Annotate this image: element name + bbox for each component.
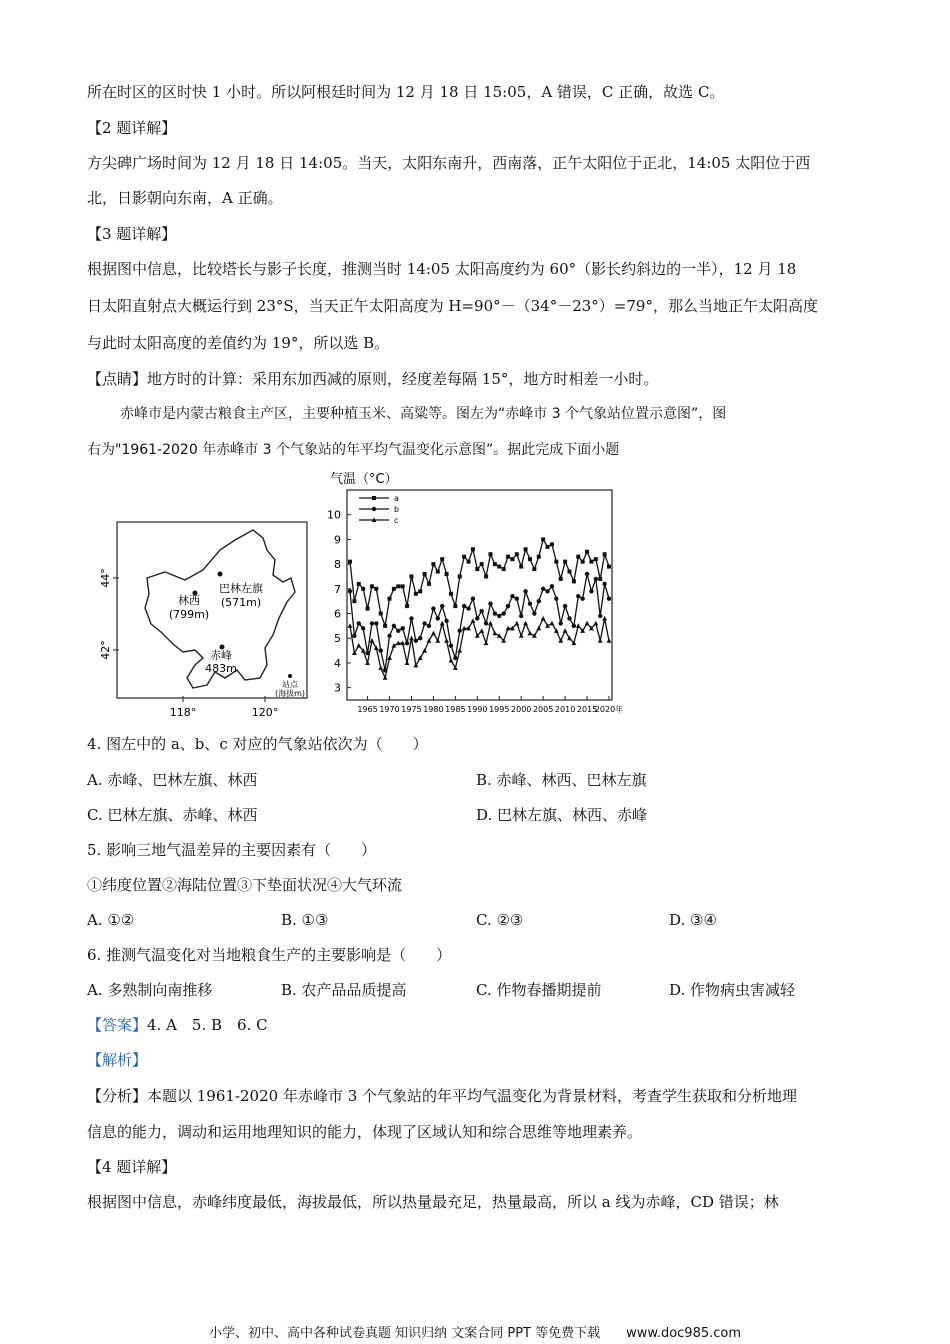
data-point-a [506, 555, 510, 559]
data-point-a [409, 574, 413, 578]
data-point-c [440, 621, 445, 626]
data-point-b [449, 643, 453, 647]
data-point-b [519, 614, 523, 618]
section-heading: 【3 题详解】 [87, 225, 177, 243]
data-point-b [550, 584, 554, 588]
q6-option-b[interactable]: B. 农产品品质提高 [281, 981, 407, 999]
data-point-a [357, 582, 361, 586]
data-point-c [492, 631, 497, 636]
q4-option-b[interactable]: B. 赤峰、林西、巴林左旗 [476, 771, 647, 789]
data-point-b [506, 604, 510, 608]
data-point-a [467, 560, 471, 564]
data-point-a [572, 579, 576, 583]
station-map [95, 520, 310, 720]
data-point-b [422, 621, 426, 625]
data-point-b [392, 624, 396, 628]
data-point-b [576, 594, 580, 598]
data-point-c [405, 660, 410, 665]
tip-line: 【点睛】地方时的计算：采用东加西减的原则，经度差每隔 15°，地方时相差一小时。 [87, 370, 659, 388]
data-point-a [475, 567, 479, 571]
text-line: 与此时太阳高度的差值约为 19°，所以选 B。 [87, 334, 390, 352]
station-elev-balinzuoqi: (571m) [220, 596, 262, 609]
question-6-stem: 6. 推测气温变化对当地粮食生产的主要影响是（ ） [87, 946, 452, 964]
data-point-a [567, 570, 571, 574]
data-point-b [493, 611, 497, 615]
q6-option-d[interactable]: D. 作物病虫害减轻 [669, 981, 796, 999]
data-point-b [532, 611, 536, 615]
data-point-b [436, 616, 440, 620]
data-point-a [423, 572, 427, 576]
data-point-a [471, 547, 475, 551]
data-point-c [348, 623, 353, 628]
data-point-a [366, 607, 370, 611]
data-point-b [352, 634, 356, 638]
data-point-a [581, 560, 585, 564]
data-point-a [559, 577, 563, 581]
data-point-c [550, 621, 555, 626]
data-point-b [348, 589, 352, 593]
y-tick-label: 8 [334, 558, 341, 572]
data-point-a [532, 567, 536, 571]
data-point-a [427, 582, 431, 586]
data-point-c [471, 618, 476, 623]
footer: 小学、初中、高中各种试卷真题 知识归纳 文案合同 PPT 等免费下载 www.doc985.com [208, 1326, 742, 1341]
data-point-c [356, 643, 361, 648]
data-point-c [563, 628, 568, 633]
data-point-c [422, 648, 427, 653]
data-point-b [414, 639, 418, 643]
data-point-a [396, 584, 400, 588]
data-point-c [523, 621, 528, 626]
data-point-b [409, 616, 413, 620]
y-tick-label: 4 [334, 656, 341, 670]
station-dot-balinzuoqi [218, 572, 223, 577]
data-point-a [493, 562, 497, 566]
data-point-a [414, 592, 418, 596]
x-tick-label: 2020年 [594, 705, 624, 714]
data-point-a [374, 587, 378, 591]
data-point-a [458, 574, 462, 578]
data-point-c [457, 648, 462, 653]
text-line: 北，日影朝向东南，A 正确。 [87, 189, 283, 207]
x-tick-label: 2005 [532, 705, 554, 714]
x-tick-label: 1970 [379, 705, 400, 714]
series-line-c [350, 618, 609, 677]
data-point-a [383, 624, 387, 628]
data-point-c [444, 638, 449, 643]
data-point-a [519, 565, 523, 569]
data-point-c [378, 665, 383, 670]
y-tick-label: 3 [334, 681, 341, 695]
section-heading: 【2 题详解】 [87, 119, 177, 137]
question-4-stem: 4. 图左中的 a、b、c 对应的气象站依次为（ ） [87, 735, 428, 753]
data-point-a [589, 560, 593, 564]
text-line: 日太阳直射点大概运行到 23°S，当天正午太阳高度为 H=90°－（34°－23°）=79°，那么当地正午太阳高度 [87, 297, 818, 315]
legend-marker-a [372, 496, 376, 500]
data-point-c [598, 638, 603, 643]
data-point-c [387, 655, 392, 660]
x-tick-label: 2010 [554, 705, 576, 714]
q6-option-c[interactable]: C. 作物春播期提前 [476, 981, 602, 999]
data-point-b [488, 601, 492, 605]
answer-text: 4. A 5. B 6. C [147, 1016, 268, 1034]
data-point-c [484, 641, 489, 646]
data-point-c [576, 623, 581, 628]
data-point-b [537, 599, 541, 603]
data-point-a [401, 584, 405, 588]
legend-dot [288, 674, 292, 678]
question-5-items: ①纬度位置②海陆位置③下垫面状况④大气环流 [87, 876, 403, 894]
series-line-b [350, 574, 609, 670]
text-line: 所在时区的区时快 1 小时。所以阿根廷时间为 12 月 18 日 15:05，A 错误，C 正确，故选 C。 [87, 83, 725, 101]
data-point-a [550, 542, 554, 546]
data-point-a [537, 555, 541, 559]
analysis-label: 【解析】 [87, 1051, 148, 1069]
data-point-c [479, 628, 484, 633]
x-tick-label: 1990 [467, 705, 488, 714]
data-point-b [589, 589, 593, 593]
data-point-c [528, 631, 533, 636]
data-point-b [405, 641, 409, 645]
data-point-c [431, 631, 436, 636]
data-point-b [510, 594, 514, 598]
data-point-a [576, 555, 580, 559]
data-point-a [497, 565, 501, 569]
answer-label: 【答案】 [87, 1016, 148, 1034]
data-point-c [536, 626, 541, 631]
lon-120-label: 120° [251, 706, 279, 719]
answer-line [87, 1015, 268, 1035]
x-tick-label: 1975 [401, 705, 422, 714]
data-point-b [370, 621, 374, 625]
q6-option-a[interactable]: A. 多熟制向南推移 [87, 981, 213, 999]
data-point-c [602, 616, 607, 621]
data-point-b [458, 629, 462, 633]
data-point-b [387, 634, 391, 638]
data-point-b [427, 624, 431, 628]
data-point-c [449, 658, 454, 663]
q4-option-d[interactable]: D. 巴林左旗、林西、赤峰 [476, 806, 648, 824]
data-point-a [445, 572, 449, 576]
station-elev-linxi: (799m) [168, 608, 210, 621]
data-point-a [370, 584, 374, 588]
q5-option-d[interactable]: D. ③④ [669, 911, 717, 929]
data-point-a [449, 592, 453, 596]
data-point-b [594, 577, 598, 581]
analysis-line: 【分析】本题以 1961-2020 年赤峰市 3 个气象站的年平均气温变化为背景材料，考查学生获取和分析地理 [87, 1087, 798, 1105]
data-point-a [563, 560, 567, 564]
data-point-b [523, 589, 527, 593]
q5-option-c[interactable]: C. ②③ [476, 911, 524, 929]
data-point-a [541, 537, 545, 541]
x-tick-label: 1995 [489, 705, 510, 714]
data-point-a [462, 555, 466, 559]
data-point-a [361, 587, 365, 591]
data-point-b [475, 616, 479, 620]
q5-option-b[interactable]: B. ①③ [281, 911, 329, 929]
data-point-a [528, 557, 532, 561]
data-point-c [409, 636, 414, 641]
station-name-chifeng: 赤峰 [210, 649, 232, 662]
legend-marker-b [372, 507, 376, 511]
data-point-a [488, 552, 492, 556]
data-point-a [392, 587, 396, 591]
y-tick-label: 10 [327, 508, 341, 522]
data-point-b [602, 582, 606, 586]
analysis-line: 根据图中信息，赤峰纬度最低，海拔最低，所以热量最充足，热量最高，所以 a 线为赤峰，CD 错误；林 [87, 1193, 779, 1211]
data-point-b [501, 611, 505, 615]
data-point-b [572, 624, 576, 628]
intro-line: 赤峰市是内蒙古粮食主产区，主要种植玉米、高粱等。图左为“赤峰市 3 个气象站位置示意图”，图 [120, 406, 727, 422]
legend-label-elev: (海拔m) [274, 689, 306, 698]
data-point-b [580, 597, 584, 601]
legend-label-c: c [394, 516, 399, 525]
text-line: 方尖碑广场时间为 12 月 18 日 14:05。当天，太阳东南升，西南落，正午太阳位于正北，14:05 太阳位于西 [87, 154, 811, 172]
x-tick-label: 1985 [445, 705, 466, 714]
data-point-a [405, 604, 409, 608]
temperature-chart [322, 468, 640, 718]
data-point-b [528, 601, 532, 605]
data-point-b [462, 604, 466, 608]
station-name-linxi: 林西 [178, 594, 200, 607]
text-line: 根据图中信息，比较塔长与影子长度，推测当时 14:05 太阳高度约为 60°（影长约斜边的一半），12 月 18 [87, 260, 797, 278]
data-point-b [541, 587, 545, 591]
data-point-b [598, 614, 602, 618]
data-point-a [453, 604, 457, 608]
station-elev-chifeng: 483m [205, 662, 237, 675]
data-point-a [352, 599, 356, 603]
data-point-b [466, 606, 470, 610]
q4-option-c[interactable]: C. 巴林左旗、赤峰、林西 [87, 806, 258, 824]
data-point-b [444, 619, 448, 623]
data-point-a [484, 574, 488, 578]
data-point-a [524, 547, 528, 551]
data-point-a [607, 565, 611, 569]
q5-option-a[interactable]: A. ①② [87, 911, 135, 929]
y-tick-label: 6 [334, 607, 341, 621]
data-point-b [431, 606, 435, 610]
data-point-a [603, 552, 607, 556]
data-point-c [365, 660, 370, 665]
data-point-b [567, 616, 571, 620]
lon-118-label: 118° [169, 706, 197, 719]
y-tick-label: 5 [334, 632, 341, 646]
data-point-c [514, 621, 519, 626]
data-point-c [519, 633, 524, 638]
data-point-a [510, 557, 514, 561]
data-point-c [593, 621, 598, 626]
data-point-b [374, 621, 378, 625]
data-point-b [396, 629, 400, 633]
data-point-c [607, 638, 612, 643]
data-point-a [348, 560, 352, 564]
data-point-c [585, 621, 590, 626]
question-5-stem: 5. 影响三地气温差异的主要因素有（ ） [87, 841, 377, 859]
legend-label-b: b [394, 505, 400, 514]
data-point-a [480, 562, 484, 566]
data-point-a [546, 545, 550, 549]
data-point-b [484, 621, 488, 625]
data-point-b [563, 604, 567, 608]
data-point-b [418, 636, 422, 640]
lat-42-label: 42° [99, 640, 112, 660]
y-tick-label: 7 [334, 582, 341, 596]
data-point-b [400, 626, 404, 630]
data-point-c [383, 675, 388, 680]
station-name-balinzuoqi: 巴林左旗 [219, 582, 263, 595]
data-point-b [361, 626, 365, 630]
data-point-b [479, 609, 483, 613]
data-point-a [554, 560, 558, 564]
data-point-a [431, 562, 435, 566]
data-point-a [598, 577, 602, 581]
data-point-a [379, 612, 383, 616]
data-point-a [388, 597, 392, 601]
intro-line: 右为"1961-2020 年赤峰市 3 个气象站的年平均气温变化示意图”。据此完成下面小题 [87, 442, 620, 458]
data-point-a [436, 570, 440, 574]
section-heading: 【4 题详解】 [87, 1158, 177, 1176]
data-point-b [607, 597, 611, 601]
data-point-a [502, 567, 506, 571]
data-point-c [541, 616, 546, 621]
analysis-line: 信息的能力，调动和运用地理知识的能力，体现了区域认知和综合思维等地理素养。 [87, 1123, 643, 1141]
data-point-b [559, 621, 563, 625]
data-point-b [545, 589, 549, 593]
data-point-c [558, 638, 563, 643]
data-point-b [515, 597, 519, 601]
chart-title: 气温（°C） [330, 472, 398, 487]
data-point-a [594, 557, 598, 561]
q4-option-a[interactable]: A. 赤峰、巴林左旗、林西 [87, 771, 258, 789]
legend-label: 站点 [282, 680, 298, 689]
lat-44-label: 44° [99, 568, 112, 588]
series-line-a [350, 539, 609, 625]
x-tick-label: 1965 [357, 705, 378, 714]
data-point-b [497, 614, 501, 618]
data-point-b [471, 597, 475, 601]
data-point-a [515, 552, 519, 556]
x-tick-label: 1980 [423, 705, 444, 714]
x-tick-label: 2015 [576, 705, 598, 714]
data-point-b [357, 621, 361, 625]
legend-label-a: a [394, 494, 399, 503]
data-point-a [585, 550, 589, 554]
data-point-a [418, 589, 422, 593]
x-tick-label: 2000 [511, 705, 532, 714]
data-point-c [488, 621, 493, 626]
data-point-b [554, 597, 558, 601]
data-point-b [379, 648, 383, 652]
y-tick-label: 9 [334, 533, 341, 547]
data-point-b [440, 604, 444, 608]
data-point-a [440, 557, 444, 561]
data-point-b [585, 572, 589, 576]
